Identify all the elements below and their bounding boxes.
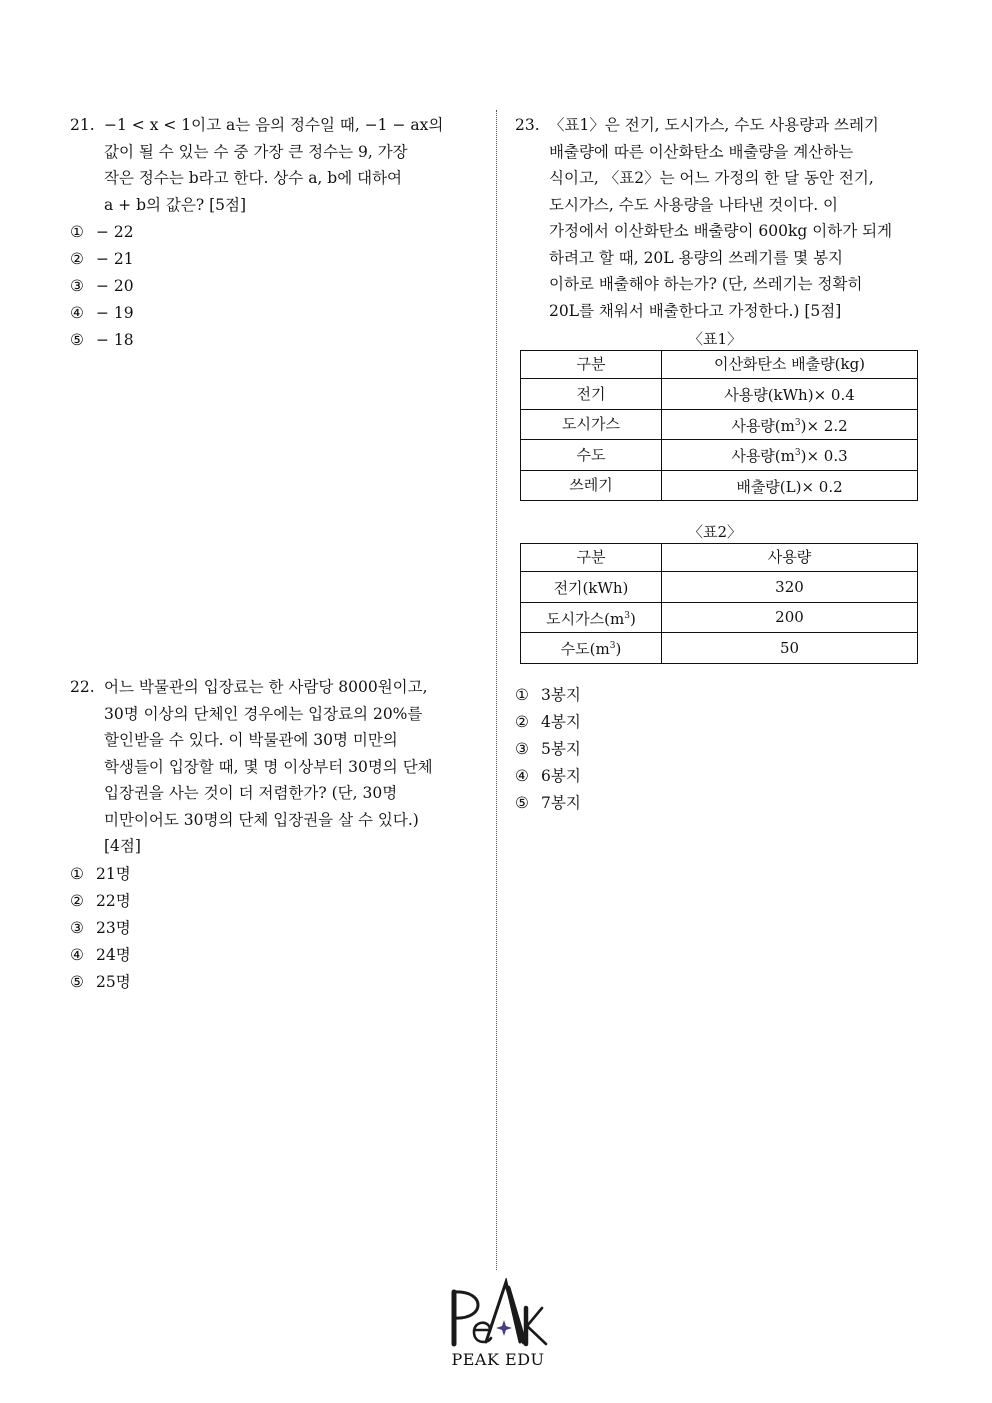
question-23 xyxy=(515,112,925,817)
choice-text: 3봉지 xyxy=(541,685,581,704)
table-row xyxy=(521,470,918,501)
choice-list xyxy=(70,219,480,354)
formula-text: 사용량(m xyxy=(731,447,795,465)
choice-mark: ③ xyxy=(70,277,84,295)
choice-text: 24명 xyxy=(96,945,131,964)
question-22 xyxy=(70,674,480,996)
question-line: 값이 될 수 있는 수 중 가장 큰 정수는 9, 가장 xyxy=(104,142,408,161)
table-cell: 320 xyxy=(662,572,918,603)
table-cell: 쓰레기 xyxy=(521,470,662,501)
choice-2[interactable] xyxy=(70,246,480,273)
table-cell xyxy=(662,379,918,410)
table2 xyxy=(520,543,918,664)
choice-mark: ② xyxy=(515,712,529,731)
row-label: ) xyxy=(615,640,622,658)
choice-text: − 21 xyxy=(96,250,134,268)
table-header-row xyxy=(521,351,918,379)
question-line: 미만이어도 30명의 단체 입장권을 살 수 있다.) xyxy=(104,810,419,829)
question-line: 하려고 할 때, 20L 용량의 쓰레기를 몇 봉지 xyxy=(549,248,844,267)
question-line: 20L를 채워서 배출한다고 가정한다.) [5점] xyxy=(549,301,842,320)
choice-text: 23명 xyxy=(96,918,131,937)
superscript: 3 xyxy=(624,610,630,621)
choice-mark: ① xyxy=(70,223,84,241)
choice-text: 22명 xyxy=(96,891,131,910)
choice-mark: ① xyxy=(515,685,529,704)
choice-2[interactable] xyxy=(515,709,925,736)
choice-text: − 19 xyxy=(96,304,134,322)
question-line: −1 < x < 1이고 a는 음의 정수일 때, −1 − ax의 xyxy=(104,116,444,134)
column-divider xyxy=(496,110,497,1270)
choice-mark: ② xyxy=(70,891,84,910)
table-row xyxy=(521,379,918,410)
choice-3[interactable] xyxy=(70,273,480,300)
choice-text: − 20 xyxy=(96,277,134,295)
formula-text: 사용량(m xyxy=(731,416,795,435)
table-cell xyxy=(521,602,662,633)
table-cell xyxy=(662,409,918,440)
table-row xyxy=(521,409,918,440)
question-line: 입장권을 사는 것이 더 저렴한가? (단, 30명 xyxy=(104,784,398,802)
row-label: 도시가스(m xyxy=(546,609,625,628)
question-line: 30명 이상의 단체인 경우에는 입장료의 20%를 xyxy=(104,704,423,723)
choice-5[interactable] xyxy=(515,790,925,817)
formula-text: 사용량(kWh) xyxy=(724,386,814,404)
table-cell: 전기 xyxy=(521,379,662,410)
table-header-cell: 구분 xyxy=(521,351,662,379)
question-text xyxy=(104,112,480,218)
question-line: 배출량에 따른 이산화탄소 배출량을 계산하는 xyxy=(549,142,854,161)
peak-logo xyxy=(444,1278,552,1374)
choice-mark: ⑤ xyxy=(515,793,529,812)
choice-text: 7봉지 xyxy=(541,793,581,812)
table-header-cell: 사용량 xyxy=(662,544,918,572)
table-cell xyxy=(521,572,662,603)
superscript: 3 xyxy=(794,417,801,428)
row-label: 수도(m xyxy=(560,640,610,658)
superscript: 3 xyxy=(794,448,801,458)
choice-text: − 18 xyxy=(96,331,134,349)
choice-mark: ④ xyxy=(70,945,84,964)
table-cell xyxy=(662,470,918,501)
table1 xyxy=(520,350,918,501)
table2-caption: 〈표2〉 xyxy=(687,523,743,541)
question-21 xyxy=(70,112,480,354)
choice-mark: ⑤ xyxy=(70,972,84,991)
question-line: 작은 정수는 b라고 한다. 상수 a, b에 대하여 xyxy=(104,169,403,187)
table-cell xyxy=(662,440,918,471)
choice-text: 6봉지 xyxy=(541,766,581,785)
choice-mark: ⑤ xyxy=(70,331,84,349)
choice-2[interactable] xyxy=(70,888,480,915)
question-line: a + b의 값은? [5점] xyxy=(104,195,247,214)
choice-list xyxy=(70,861,480,996)
formula-text: )× 0.3 xyxy=(800,447,848,465)
table-row xyxy=(521,602,918,633)
question-line: 식이고, 〈표2〉는 어느 가정의 한 달 동안 전기, xyxy=(549,169,874,187)
table-header-cell: 구분 xyxy=(521,544,662,572)
question-line: 어느 박물관의 입장료는 한 사람당 8000원이고, xyxy=(104,678,428,696)
choice-3[interactable] xyxy=(515,736,925,763)
choice-text: 4봉지 xyxy=(541,712,581,731)
choice-mark: ③ xyxy=(515,739,529,758)
table-cell: 200 xyxy=(662,602,918,633)
choice-text: 25명 xyxy=(96,972,131,991)
superscript: 3 xyxy=(609,641,616,651)
table1-caption: 〈표1〉 xyxy=(687,330,743,348)
formula-text: )× 2.2 xyxy=(800,416,848,435)
question-text xyxy=(104,674,480,860)
question-text xyxy=(549,112,925,324)
question-line: [4점] xyxy=(104,837,141,855)
formula-text: × 0.4 xyxy=(813,386,855,404)
peak-logo-mark-icon xyxy=(446,1278,550,1348)
choice-mark: ④ xyxy=(70,304,84,322)
question-line: 학생들이 입장할 때, 몇 명 이상부터 30명의 단체 xyxy=(104,757,433,776)
choice-mark: ② xyxy=(70,250,84,268)
left-column xyxy=(70,112,480,991)
question-number: 21. xyxy=(70,116,95,134)
right-column xyxy=(515,112,925,817)
table-cell: 50 xyxy=(662,633,918,664)
table-header-row xyxy=(521,544,918,572)
table-row xyxy=(521,440,918,471)
choice-4[interactable] xyxy=(70,942,480,969)
choice-4[interactable] xyxy=(515,763,925,790)
choice-5[interactable] xyxy=(70,327,480,354)
choice-1[interactable] xyxy=(70,219,480,246)
table-row xyxy=(521,572,918,603)
row-label: 전기(kWh) xyxy=(553,579,629,597)
table-header-cell: 이산화탄소 배출량(kg) xyxy=(662,351,918,379)
choice-text: 21명 xyxy=(96,864,131,883)
question-line: 〈표1〉은 전기, 도시가스, 수도 사용량과 쓰레기 xyxy=(549,116,879,134)
table-cell: 도시가스 xyxy=(521,409,662,440)
question-number: 23. xyxy=(515,116,540,134)
choice-3[interactable] xyxy=(70,915,480,942)
logo-text: PEAK EDU xyxy=(451,1350,545,1369)
table-cell xyxy=(521,633,662,664)
row-label: ) xyxy=(629,609,636,628)
choice-mark: ③ xyxy=(70,918,84,937)
question-number: 22. xyxy=(70,678,95,696)
choice-1[interactable] xyxy=(515,682,925,709)
choice-5[interactable] xyxy=(70,969,480,996)
question-line: 가정에서 이산화탄소 배출량이 600kg 이하가 되게 xyxy=(549,222,893,240)
choice-list xyxy=(515,682,925,817)
choice-text: − 22 xyxy=(96,223,134,241)
table-cell: 수도 xyxy=(521,440,662,471)
question-line: 도시가스, 수도 사용량을 나타낸 것이다. 이 xyxy=(549,195,839,214)
table-row xyxy=(521,633,918,664)
formula-text: × 0.2 xyxy=(801,477,843,496)
formula-text: 배출량(L) xyxy=(736,477,802,496)
choice-mark: ④ xyxy=(515,766,529,785)
choice-mark: ① xyxy=(70,864,84,883)
choice-1[interactable] xyxy=(70,861,480,888)
question-line: 할인받을 수 있다. 이 박물관에 30명 미만의 xyxy=(104,731,398,749)
choice-text: 5봉지 xyxy=(541,739,581,758)
question-line: 이하로 배출해야 하는가? (단, 쓰레기는 정확히 xyxy=(549,275,863,293)
choice-4[interactable] xyxy=(70,300,480,327)
